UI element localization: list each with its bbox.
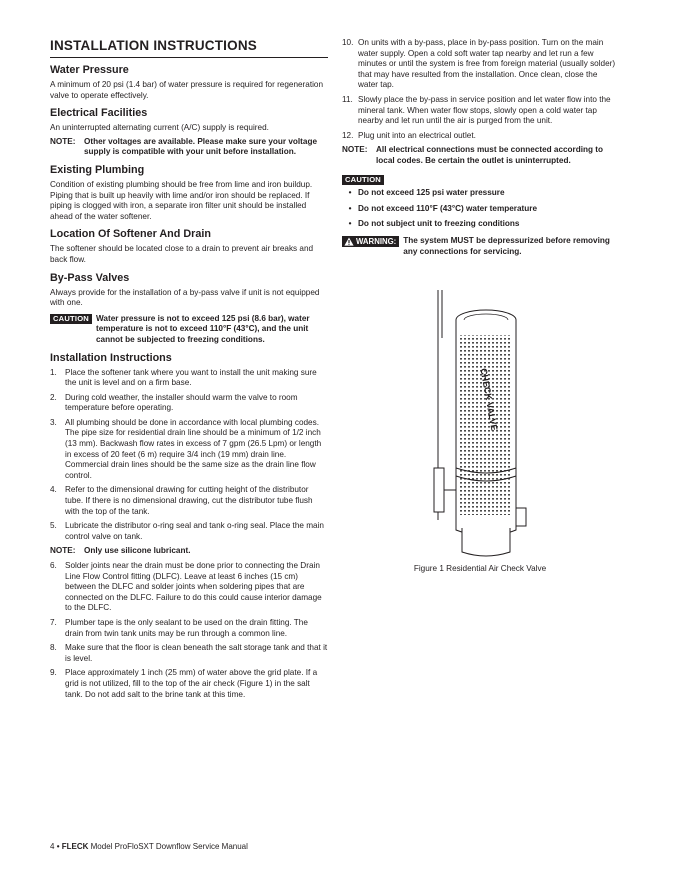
install-steps-list-2 [50, 561, 328, 700]
note-label: NOTE: [342, 145, 368, 155]
list-item: 6. Solder joints near the drain must be done prior to connecting the Drain Line Flow Control fitting (DLFC). Leave at least 6 inches (15 cm) between the DLFC and solder joints when soldering pipes that are connected on the DLFC. Failure to do this could cause interior damage to the DLFC. [50, 561, 322, 613]
bypass-text: Always provide for the installation of a by-pass valve if unit is not equipped with one. [50, 287, 320, 308]
list-item: 8. Make sure that the floor is clean beneath the salt storage tank and that it is level. [50, 643, 328, 663]
water-pressure-heading: Water Pressure [50, 64, 129, 76]
electrical-note [50, 137, 328, 158]
warning-badge [342, 236, 399, 247]
list-item: 1. Place the softener tank where you want to install the unit making sure the unit is level and on a firm base. [50, 367, 317, 388]
footer-manual-title: Model ProFloSXT Downflow Service Manual [90, 842, 248, 851]
location-heading: Location Of Softener And Drain [50, 228, 211, 241]
note-text: All electrical connections must be connected according to local codes. Be certain the outlet is uninterrupted. [376, 145, 604, 165]
page-footer [50, 842, 248, 851]
figure-caption: Figure 1 Residential Air Check Valve [413, 564, 547, 573]
electrical-connections-note [342, 145, 618, 166]
warning-label: WARNING: [356, 236, 397, 246]
note-text: Only use silicone lubricant. [84, 546, 191, 556]
bypass-caution [50, 314, 328, 346]
electrical-text: An uninterrupted alternating current (A/C) supply is required. [50, 123, 269, 133]
page-number: 4 [50, 842, 55, 851]
list-item: 11. Slowly place the by-pass in service position and let water flow into the mineral tank. When water flow stops, slowly open a cold water tap nearby and let run until the air is purged from the unit. [342, 94, 611, 126]
bypass-heading: By-Pass Valves [50, 271, 130, 284]
valve-label: CHECK VALVE [478, 367, 500, 432]
warning-triangle-icon [344, 237, 354, 246]
install-steps-list [50, 368, 328, 543]
list-item: 12. Plug unit into an electrical outlet. [342, 130, 476, 140]
air-check-valve-figure [420, 290, 552, 560]
list-item: 10. On units with a by-pass, place in by-pass position. Turn on the main water supply. Open a cold soft water tap nearby and let run a few minutes or until the system is free from foreign material (usually solder) that may have resulted from the installation. Once clean, close the water tap. [342, 38, 616, 90]
list-item: • Do not exceed 110°F (43°C) water temperature [348, 203, 538, 213]
plumbing-text: Condition of existing plumbing should be free from lime and iron buildup. Piping that is built up heavily with lime and/or iron should be replaced. If piping is clogged with iron, a separate iron filter unit should be installed ahead of the water softener. [50, 179, 313, 221]
caution-bullets [342, 188, 618, 230]
list-item: 2. During cold weather, the installer should warm the valve to room temperature before operating. [50, 392, 298, 413]
plumbing-heading: Existing Plumbing [50, 163, 145, 176]
footer-bullet: • [56, 842, 60, 851]
electrical-heading: Electrical Facilities [50, 107, 148, 120]
list-item: 5. Lubricate the distributor o-ring seal and tank o-ring seal. Place the main control valve on tank. [50, 521, 324, 541]
note-text: Other voltages are available. Please make sure your voltage supply is compatible with your unit before installation. [84, 136, 318, 157]
lubricant-note [50, 546, 328, 557]
air-check-valve-drawing [420, 290, 552, 560]
warning-text: The system MUST be depressurized before removing any connections for servicing. [403, 235, 610, 256]
list-item: 4. Refer to the dimensional drawing for cutting height of the distributor tube. If there is no dimensional drawing, cut the distributor tube flush with the top of the tank. [50, 485, 313, 516]
right-column [342, 38, 618, 257]
note-label: NOTE: [50, 136, 76, 146]
list-item: • Do not exceed 125 psi water pressure [348, 188, 505, 198]
list-item: 3. All plumbing should be done in accordance with local plumbing codes. The pipe size for residential drain line should be a minimum of 1/2 inch (13 mm). Backwash flow rates in excess of 7 gpm (26.5 Lpm) or length in excess of 20 feet (6 m) require 3/4 inch (19 mm) drain line. Commercial drain lines should be the same size as the drain line flow control. [50, 417, 322, 480]
list-item: • Do not subject unit to freezing conditions [348, 219, 520, 229]
footer-brand: FLECK [61, 842, 89, 851]
install-heading: Installation Instructions [50, 351, 172, 364]
right-caution [342, 175, 618, 230]
warning-block [342, 236, 618, 257]
list-item: 7. Plumber tape is the only sealant to be used on the drain fitting. The drain from twin tank units may be run through a common line. [50, 617, 308, 638]
right-steps-list [342, 38, 618, 141]
location-text: The softener should be located close to a drain to prevent air breaks and back flow. [50, 244, 314, 264]
page-title: INSTALLATION INSTRUCTIONS [50, 38, 328, 58]
caution-badge: CAUTION [342, 175, 384, 185]
list-item: 9. Place approximately 1 inch (25 mm) of water above the grid plate. If a grid is not utilized, fill to the top of the air check (Figure 1) in the salt tank. Do not add salt to the brine tank at this time. [50, 668, 318, 699]
note-label: NOTE: [50, 546, 76, 556]
caution-text: Water pressure is not to exceed 125 psi (8.6 bar), water temperature is not to exceed 110°F (43°C), and the unit cannot be subjected to freezing conditions. [96, 313, 310, 344]
left-column [50, 38, 328, 704]
water-pressure-text: A minimum of 20 psi (1.4 bar) of water pressure is required for regeneration valve to operate effectively. [50, 80, 324, 100]
caution-badge: CAUTION [50, 314, 92, 324]
